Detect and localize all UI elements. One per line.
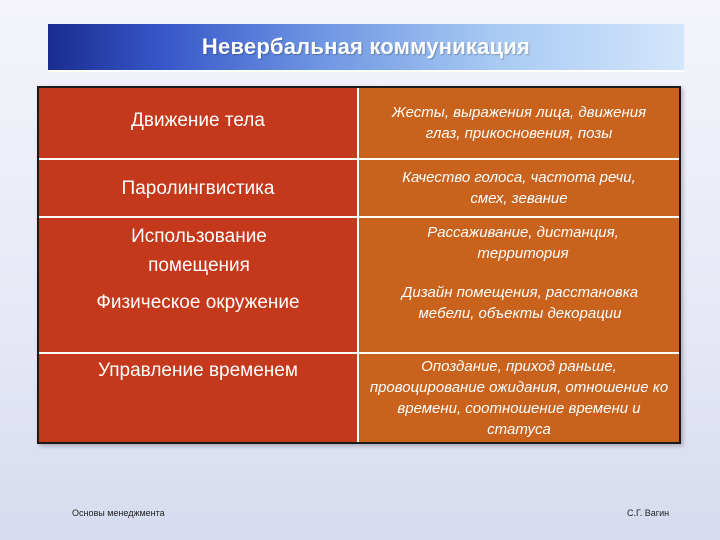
column-divider	[357, 88, 359, 442]
table-cell-category: Физическое окружение	[96, 292, 300, 313]
table-cell-description: Опоздание, приход раньше, провоцирование ожидания, отношение ко времени, соотношение времени и статуса	[359, 354, 679, 442]
table-row-group	[39, 218, 679, 352]
table-cell-category: Паролингвистика	[39, 160, 357, 216]
table-cell-description: Дизайн помещения, расстановка мебели, объекты декорации	[401, 284, 639, 322]
table-row	[39, 88, 679, 158]
title-bar	[48, 24, 684, 72]
table-cell-category: Использование помещения	[131, 226, 267, 276]
table-cell-description: Качество голоса, частота речи, смех, зевание	[359, 160, 679, 216]
table-row	[39, 354, 679, 442]
table-cell-description: Рассаживание, дистанция, территория	[427, 224, 619, 262]
table-cell-description: Жесты, выражения лица, движения глаз, прикосновения, позы	[359, 88, 679, 158]
content-table	[37, 86, 681, 444]
table-cell-category: Движение тела	[39, 88, 357, 158]
slide-title: Невербальная коммуникация	[201, 34, 531, 59]
footer-author: С.Г. Вагин	[627, 508, 670, 518]
table-row	[39, 160, 679, 216]
table-cell-category: Управление временем	[39, 354, 357, 442]
footer-course: Основы менеджмента	[72, 508, 165, 518]
